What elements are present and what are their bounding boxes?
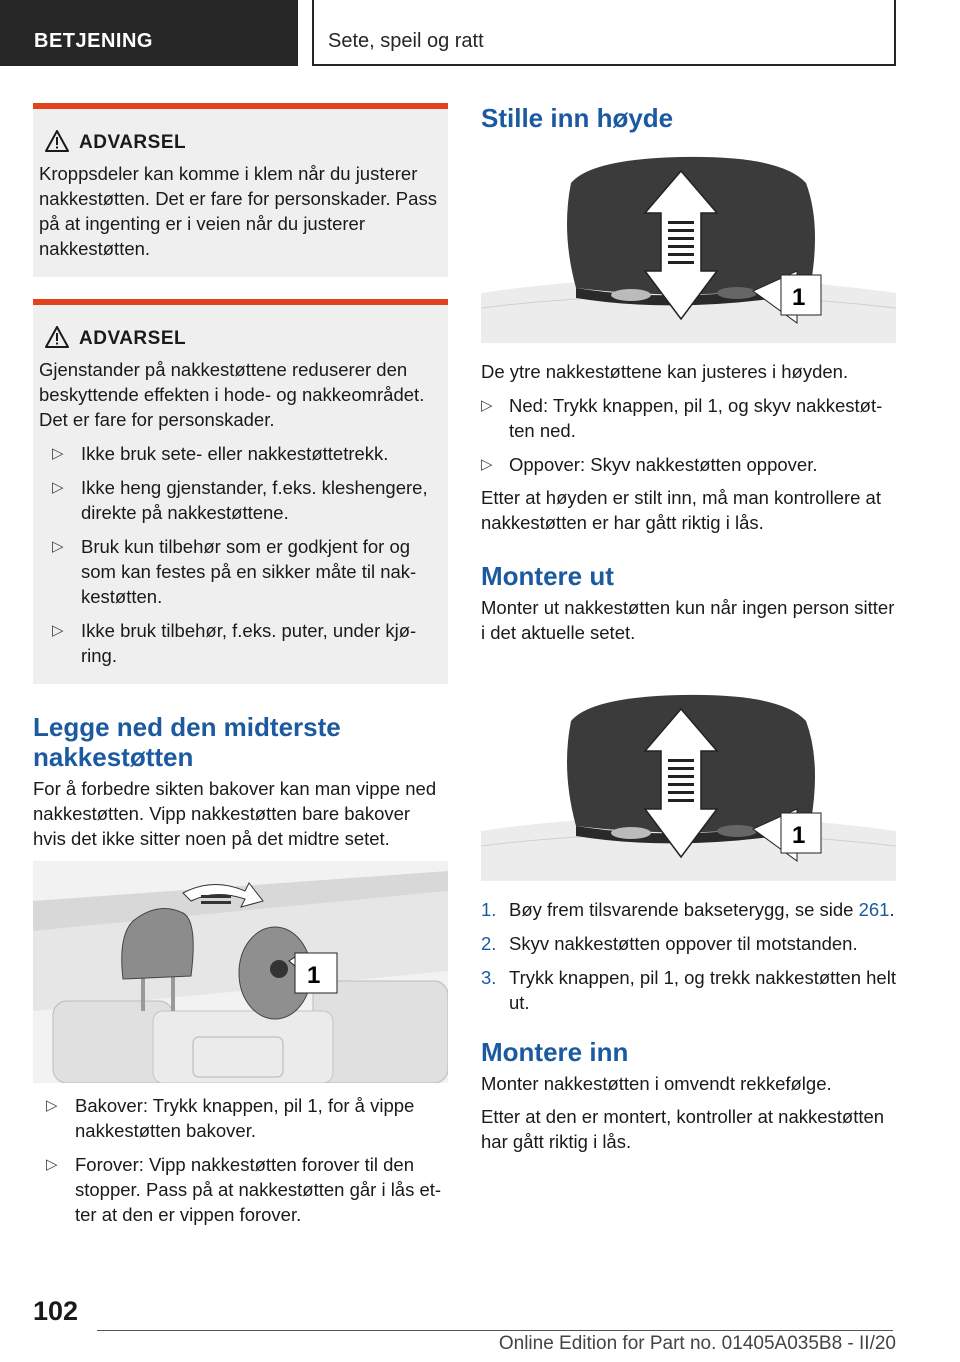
warning-box-2 — [33, 299, 448, 684]
warning-box-1 — [33, 103, 448, 277]
list-item: ▷ Bakover: Trykk knappen, pil 1, for å vippe nakkestøtten bakover. — [46, 1095, 415, 1141]
list-item: ▷ Ned: Trykk knappen, pil 1, og skyv nakkestøtten ned. — [481, 395, 883, 441]
triangle-bullet-icon: ▷ — [52, 538, 64, 555]
right-column — [481, 103, 896, 1162]
list-item: ▷ Ikke heng gjenstander, f.eks. kleshengere, direkte på nakkestøttene. — [52, 477, 428, 523]
figure-callout: 1 — [792, 284, 806, 311]
remove-text: Monter ut nakkestøtten kun når ingen person sitter i det aktuelle setet. — [481, 597, 895, 643]
install-text-1: Monter nakkestøtten i omvendt rekkefølge. — [481, 1073, 832, 1094]
section-heading-install: Montere inn — [481, 1037, 629, 1067]
triangle-bullet-icon: ▷ — [46, 1156, 58, 1173]
edition-note: Online Edition for Part no. 01405A035B8 - II/20 — [498, 1333, 896, 1354]
page-header — [0, 0, 960, 66]
section-heading-height: Stille inn høyde — [481, 103, 674, 133]
triangle-bullet-icon: ▷ — [481, 397, 493, 414]
headrest-remove-figure — [481, 681, 896, 881]
remove-steps — [481, 897, 896, 1015]
triangle-bullet-icon: ▷ — [52, 479, 64, 496]
left-column — [33, 103, 448, 1227]
warning-triangle-icon — [45, 326, 69, 348]
section-label: BETJENING — [0, 0, 298, 66]
warning-title: ADVARSEL — [79, 327, 440, 351]
triangle-bullet-icon: ▷ — [481, 456, 493, 473]
section-heading-fold: Legge ned den midterste nakkestøtten — [33, 712, 341, 772]
height-after-text: Etter at høyden er stilt inn, må man kontrollere at nakkestøtten er har gått riktig i lås. — [481, 487, 881, 533]
triangle-bullet-icon: ▷ — [52, 622, 64, 639]
triangle-bullet-icon: ▷ — [52, 445, 64, 462]
triangle-bullet-icon: ▷ — [46, 1097, 58, 1114]
warning-title: ADVARSEL — [79, 131, 440, 155]
list-item: ▷ Ikke bruk tilbehør, f.eks. puter, under kjøring. — [52, 620, 417, 666]
chapter-title: Sete, speil og ratt — [312, 0, 896, 66]
height-bullets — [481, 393, 896, 477]
warning-text: Gjenstander på nakkestøttene reduserer den beskyttende effekten i hode- og nakkeområdet. Det er fare for personskader. — [39, 359, 425, 430]
list-item: ▷ Bruk kun tilbehør som er godkjent for og som kan festes på en sikker måte til nakkestøtten. — [52, 536, 417, 607]
headrest-height-figure — [481, 143, 896, 343]
list-item: ▷ Ikke bruk sete- eller nakkestøttetrekk. — [52, 443, 389, 464]
fold-text: For å forbedre sikten bakover kan man vippe ned nakkestøtten. Vipp nakkestøtten bare bakover hvis det ikke sitter noen på det midtre setet. — [33, 778, 437, 849]
figure-callout: 1 — [307, 962, 321, 989]
figure-callout: 1 — [792, 822, 806, 849]
warning-bullets — [39, 441, 440, 668]
list-item: 1. Bøy frem tilsvarende bakseterygg, se side 261. — [481, 899, 895, 920]
list-item: ▷ Oppover: Skyv nakkestøtten oppover. — [481, 454, 818, 475]
fold-bullets — [33, 1093, 448, 1227]
page-number: 102 — [33, 1296, 79, 1326]
height-text: De ytre nakkestøttene kan justeres i høyden. — [481, 361, 849, 382]
list-item: ▷ Forover: Vipp nakkestøtten forover til den stopper. Pass på at nakkestøtten går i lås etter at den er vippen forover. — [46, 1154, 442, 1225]
page-link[interactable]: 261 — [858, 899, 890, 920]
list-item: 3. Trykk knappen, pil 1, og trekk nakkestøtten helt ut. — [481, 967, 896, 1013]
footer-divider — [97, 1330, 893, 1331]
warning-text: Kroppsdeler kan komme i klem når du justerer nakkestøtten. Det er fare for personskader. Pass på at ingenting er i veien når du justerer nakkestøtten. — [39, 163, 437, 259]
list-item: 2. Skyv nakkestøtten oppover til motstanden. — [481, 933, 858, 954]
rear-seat-headrest-figure — [33, 861, 448, 1083]
install-text-2: Etter at den er montert, kontroller at nakkestøtten har gått riktig i lås. — [481, 1106, 885, 1152]
section-heading-remove: Montere ut — [481, 561, 614, 591]
warning-triangle-icon — [45, 130, 69, 152]
